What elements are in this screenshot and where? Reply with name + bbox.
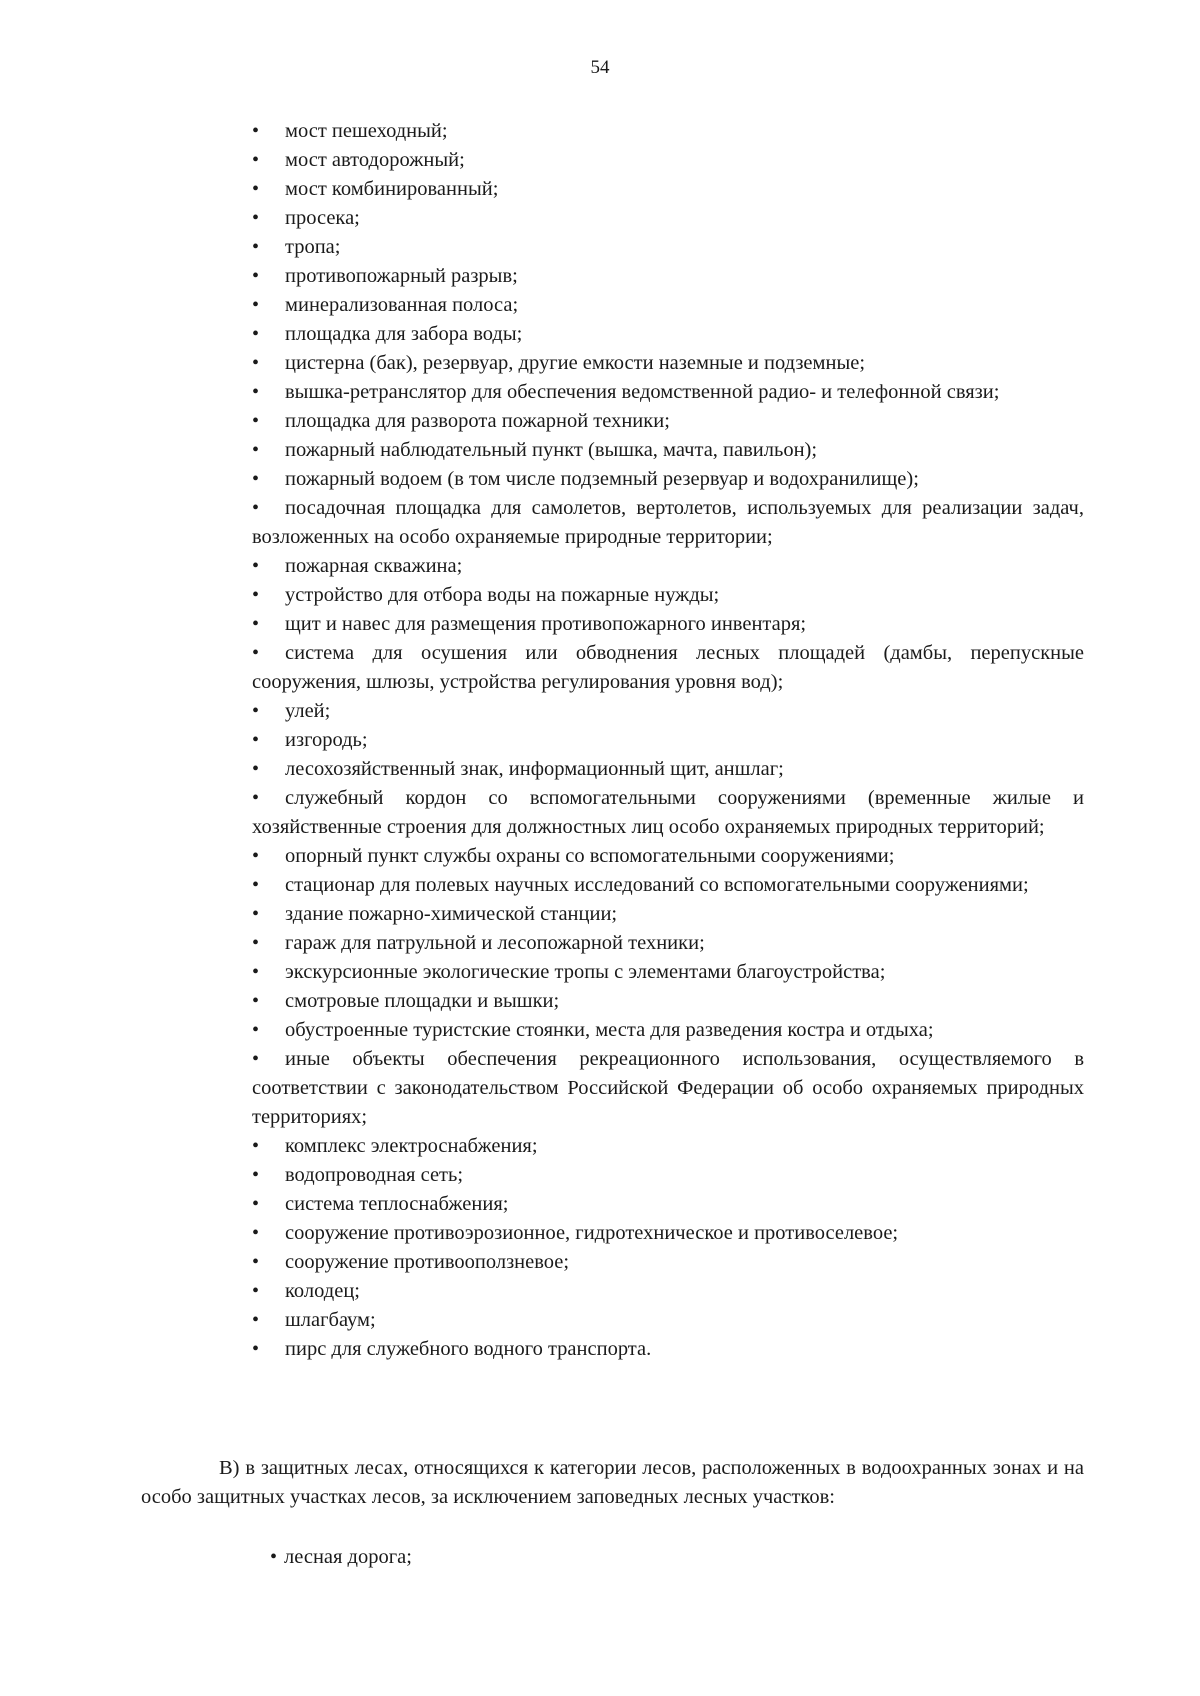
- list-item-text: площадка для разворота пожарной техники;: [285, 410, 670, 432]
- list-item-text: лесохозяйственный знак, информационный щит, аншлаг;: [285, 758, 784, 780]
- bullet-icon: •: [252, 787, 260, 809]
- bullet-icon: •: [270, 1546, 278, 1568]
- bullet-icon: •: [252, 294, 260, 316]
- list-item-text: мост комбинированный;: [285, 178, 499, 200]
- list-item: [252, 1190, 1084, 1219]
- bullet-icon: •: [252, 1019, 260, 1041]
- list-item: [252, 204, 1084, 233]
- bullet-icon: •: [252, 439, 260, 461]
- list-item-text: щит и навес для размещения противопожарного инвентаря;: [285, 613, 807, 635]
- bullet-icon: •: [252, 1338, 260, 1360]
- list-item: [252, 842, 1084, 871]
- bullet-icon: •: [252, 1222, 260, 1244]
- bullet-icon: •: [252, 990, 260, 1012]
- list-item: [252, 726, 1084, 755]
- list-item: [252, 146, 1084, 175]
- list-item-text: гараж для патрульной и лесопожарной техники;: [285, 932, 705, 954]
- list-item-text: комплекс электроснабжения;: [285, 1135, 538, 1157]
- bullet-icon: •: [252, 1193, 260, 1215]
- list-item-text: лесная дорога;: [284, 1546, 412, 1568]
- list-item: [252, 581, 1084, 610]
- bullet-icon: •: [252, 1048, 260, 1070]
- bullet-icon: •: [252, 555, 260, 577]
- list-item: [252, 378, 1084, 407]
- list-item-text: сооружение противооползневое;: [285, 1251, 570, 1273]
- list-item: [252, 929, 1084, 958]
- list-item: [252, 552, 1084, 581]
- list-item: [252, 233, 1084, 262]
- bullet-icon: •: [252, 1164, 260, 1186]
- bullet-icon: •: [252, 497, 260, 519]
- bullet-icon: •: [252, 758, 260, 780]
- list-item-text: обустроенные туристские стоянки, места для разведения костра и отдыха;: [285, 1019, 934, 1041]
- list-item: [252, 900, 1084, 929]
- list-item-text: экскурсионные экологические тропы с элементами благоустройства;: [285, 961, 886, 983]
- list-item-text: пирс для служебного водного транспорта.: [285, 1338, 652, 1360]
- list-item-text: пожарная скважина;: [285, 555, 463, 577]
- bullet-icon: •: [252, 1309, 260, 1331]
- list-item: [252, 1248, 1084, 1277]
- list-item-text: шлагбаум;: [285, 1309, 376, 1331]
- list-item: [252, 987, 1084, 1016]
- list-item-text: колодец;: [285, 1280, 360, 1302]
- list-item: [252, 639, 1084, 697]
- bullet-icon: •: [252, 1280, 260, 1302]
- list-item-text: иные объекты обеспечения рекреационного использования, осуществляемого в соответствии с законодательством Российской Федерации об особо охраняемых природных территориях;: [252, 1048, 1084, 1128]
- bullet-icon: •: [252, 265, 260, 287]
- list-item: [252, 1132, 1084, 1161]
- bullet-icon: •: [252, 613, 260, 635]
- list-item-text: мост автодорожный;: [285, 149, 465, 171]
- bullet-icon: •: [252, 468, 260, 490]
- bullet-icon: •: [252, 410, 260, 432]
- list-item: [252, 871, 1084, 900]
- bullet-icon: •: [252, 323, 260, 345]
- bullet-icon: •: [252, 932, 260, 954]
- list-item-text: изгородь;: [285, 729, 368, 751]
- bullet-icon: •: [252, 207, 260, 229]
- bullet-icon: •: [252, 874, 260, 896]
- list-item-text: смотровые площадки и вышки;: [285, 990, 560, 1012]
- list-item-text: пожарный водоем (в том числе подземный резервуар и водохранилище);: [285, 468, 919, 490]
- list-item: [252, 958, 1084, 987]
- bullet-icon: •: [252, 961, 260, 983]
- list-item-text: стационар для полевых научных исследований со вспомогательными сооружениями;: [285, 874, 1029, 896]
- bullet-icon: •: [252, 381, 260, 403]
- list-item: [252, 320, 1084, 349]
- list-item: [252, 1277, 1084, 1306]
- bullet-icon: •: [252, 120, 260, 142]
- list-item: [252, 407, 1084, 436]
- list-item-text: улей;: [285, 700, 331, 722]
- bullet-list: [252, 117, 1084, 1364]
- list-item-text: вышка-ретранслятор для обеспечения ведомственной радио- и телефонной связи;: [285, 381, 1000, 403]
- list-item-text: опорный пункт службы охраны со вспомогательными сооружениями;: [285, 845, 895, 867]
- list-item-text: противопожарный разрыв;: [285, 265, 518, 287]
- list-item-text: устройство для отбора воды на пожарные нужды;: [285, 584, 720, 606]
- bullet-icon: •: [252, 845, 260, 867]
- section-paragraph: В) в защитных лесах, относящихся к категории лесов, расположенных в водоохранных зонах и на особо защитных участках лесов, за исключением заповедных лесных участков:: [141, 1457, 1084, 1508]
- list-item: [252, 1335, 1084, 1364]
- list-item: [252, 1306, 1084, 1335]
- list-item-text: пожарный наблюдательный пункт (вышка, мачта, павильон);: [285, 439, 818, 461]
- list-item-text: водопроводная сеть;: [285, 1164, 464, 1186]
- list-item: [252, 1219, 1084, 1248]
- list-item: [252, 291, 1084, 320]
- bullet-icon: •: [252, 352, 260, 374]
- list-item: [252, 494, 1084, 552]
- list-item: [252, 436, 1084, 465]
- list-item: [252, 755, 1084, 784]
- bullet-list-continued: [270, 1543, 1070, 1572]
- list-item: [252, 262, 1084, 291]
- bullet-icon: •: [252, 729, 260, 751]
- list-item: [252, 465, 1084, 494]
- list-item-text: сооружение противоэрозионное, гидротехническое и противоселевое;: [285, 1222, 899, 1244]
- list-item-text: система теплоснабжения;: [285, 1193, 509, 1215]
- list-item: [252, 610, 1084, 639]
- list-item-text: здание пожарно-химической станции;: [285, 903, 618, 925]
- bullet-icon: •: [252, 178, 260, 200]
- bullet-icon: •: [252, 149, 260, 171]
- list-item: [252, 1161, 1084, 1190]
- bullet-icon: •: [252, 700, 260, 722]
- list-item: [252, 784, 1084, 842]
- list-item-text: мост пешеходный;: [285, 120, 448, 142]
- bullet-icon: •: [252, 1251, 260, 1273]
- bullet-icon: •: [252, 236, 260, 258]
- list-item-text: минерализованная полоса;: [285, 294, 519, 316]
- list-item: [252, 349, 1084, 378]
- list-item-text: посадочная площадка для самолетов, вертолетов, используемых для реализации задач, возложенных на особо охраняемые природные территории;: [252, 497, 1084, 548]
- list-item-text: площадка для забора воды;: [285, 323, 523, 345]
- page-number: 54: [590, 57, 610, 78]
- list-item: [252, 697, 1084, 726]
- list-item-text: тропа;: [285, 236, 341, 258]
- list-item-text: цистерна (бак), резервуар, другие емкости наземные и подземные;: [285, 352, 866, 374]
- list-item: [252, 175, 1084, 204]
- list-item: [252, 1045, 1084, 1132]
- bullet-icon: •: [252, 1135, 260, 1157]
- list-item-text: служебный кордон со вспомогательными сооружениями (временные жилые и хозяйственные строения для должностных лиц особо охраняемых природных территорий;: [252, 787, 1084, 838]
- list-item: [252, 117, 1084, 146]
- list-item-text: просека;: [285, 207, 360, 229]
- bullet-icon: •: [252, 642, 260, 664]
- bullet-icon: •: [252, 584, 260, 606]
- list-item: [252, 1016, 1084, 1045]
- bullet-icon: •: [252, 903, 260, 925]
- list-item-text: система для осушения или обводнения лесных площадей (дамбы, перепускные сооружения, шлюзы, устройства регулирования уровня вод);: [252, 642, 1084, 693]
- list-item: [270, 1543, 1070, 1572]
